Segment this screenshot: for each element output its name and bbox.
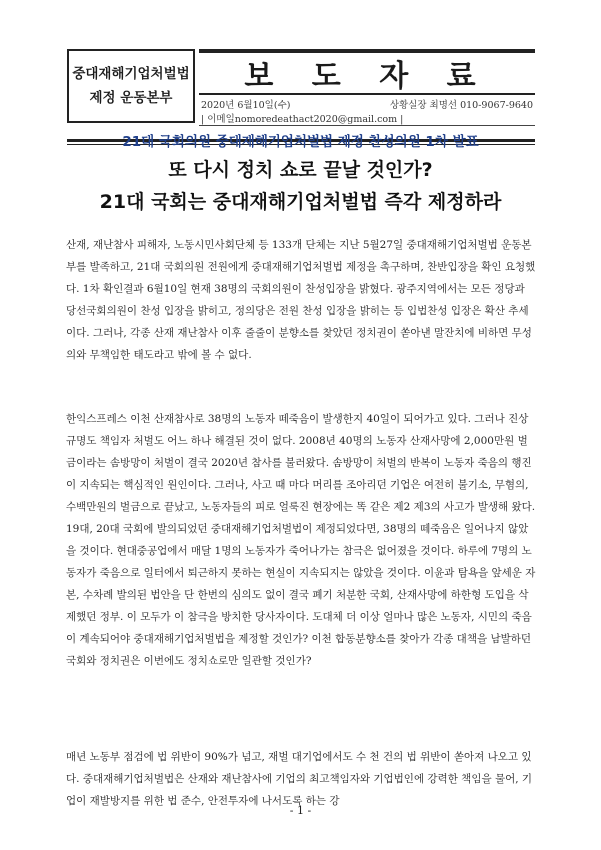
contact-info: 상황실장 최명선 010-9067-9640 xyxy=(389,100,533,111)
subtitle: 21대 국회의원 중대재해기업처벌법 제정 찬성의원 1차 발표 xyxy=(122,134,479,150)
email-row xyxy=(199,111,535,126)
headline-line1: 또 다시 정치 쇼로 끝날 것인가? xyxy=(168,159,433,181)
paragraph-text: 매년 노동부 점검에 법 위반이 90%가 넘고, 재벌 대기업에서도 수 천 건의 법 위반이 쏟아져 나오고 있다. 중대재해기업처벌법은 산재와 재난참사에 기업의 최고책임자와 기업법인에 강력한 책임을 물어, 기업이 재발방지를 위한 법 준수, 안전투자에 나서도록 하는 강 xyxy=(66,751,533,807)
body-paragraph-2 xyxy=(66,408,536,672)
body-paragraph-3 xyxy=(66,746,536,812)
organization-box xyxy=(67,49,195,123)
page-number: - 1 - xyxy=(289,804,312,817)
release-date: 2020년 6월10일(수) xyxy=(201,100,291,111)
paragraph-text: 산재, 재난참사 피해자, 노동시민사회단체 등 133개 단체는 지난 5월27일 중대재해기업처벌법 운동본부를 발족하고, 21대 국회의원 전원에게 중대재해기업처벌법 제정을 촉구하며, 찬반입장을 확인 요청했다. 1차 확인결과 6월10일 현재 38명의 국회의원이 찬성입장을 밝혔다. 광주지역에서는 모든 정당과 당선국회의원이 찬성 입장을 밝히고, 정의당은 전원 찬성 입장을 밝히는 등 입법찬성 입장은 확산 추세이다. 그러나, 각종 산재 재난참사 이후 줄줄이 분향소를 찾았던 정치권이 쏟아낸 말잔치에 비하면 무성의와 무책임한 태도라고 밖에 볼 수 없다. xyxy=(66,239,536,361)
org-name-line2: 제정 운동본부 xyxy=(89,90,173,106)
document-type-title: 보 도 자 료 xyxy=(199,49,535,95)
contact-email: | 이메일nomoredeathact2020@gmail.com | xyxy=(201,114,404,125)
body-paragraph-1 xyxy=(66,234,536,366)
headline-line2: 21대 국회는 중대재해기업처벌법 즉각 제정하라 xyxy=(99,191,502,213)
org-name-line1: 중대재해기업처벌법 xyxy=(72,66,190,82)
paragraph-text: 한익스프레스 이천 산재참사로 38명의 노동자 떼죽음이 발생한지 40일이 되어가고 있다. 그러나 진상규명도 책임자 처벌도 어느 하나 해결된 것이 없다. 2008년 40명의 노동자 산재사망에 2,000만원 벌금이라는 솜방망이 처벌이 결국 2020년 참사를 불러왔다. 솜방망이 처벌의 반복이 노동자 죽음의 행진이 지속되는 핵심적인 원인이다. 그러나, 사고 때 마다 머리를 조아리던 기업은 여전히 불기소, 무혐의, 수백만원의 벌금으로 끝났고, 노동자들의 피로 얼룩진 현장에는 똑 같은 제2 제3의 사고가 발생해 왔다. 19대, 20대 국회에 발의되었던 중대재해기업처벌법이 제정되었다면, 38명의 떼죽음은 일어나지 않았을 것이다. 현대중공업에서 매달 1명의 노동자가 죽어나가는 참극은 없어졌을 것이다. 하루에 7명의 노동자가 죽음으로 일터에서 퇴근하지 못하는 현실이 지속되지는 않았을 것이다. 이윤과 탐욕을 앞세운 자본, 수차례 발의된 법안을 단 한번의 심의도 없이 결국 폐기 처분한 국회, 산재사망에 하한형 도입을 삭제했던 정부. 이 모두가 이 참극을 방치한 당사자이다. 도대체 더 이상 얼마나 많은 노동자, 시민의 죽음이 계속되어야 중대재해기업처벌법을 제정할 것인가? 이천 합동분향소를 찾아가 각종 대책을 남발하던 국회와 정치권은 이번에도 정치쇼로만 일관할 것인가? xyxy=(66,413,536,667)
